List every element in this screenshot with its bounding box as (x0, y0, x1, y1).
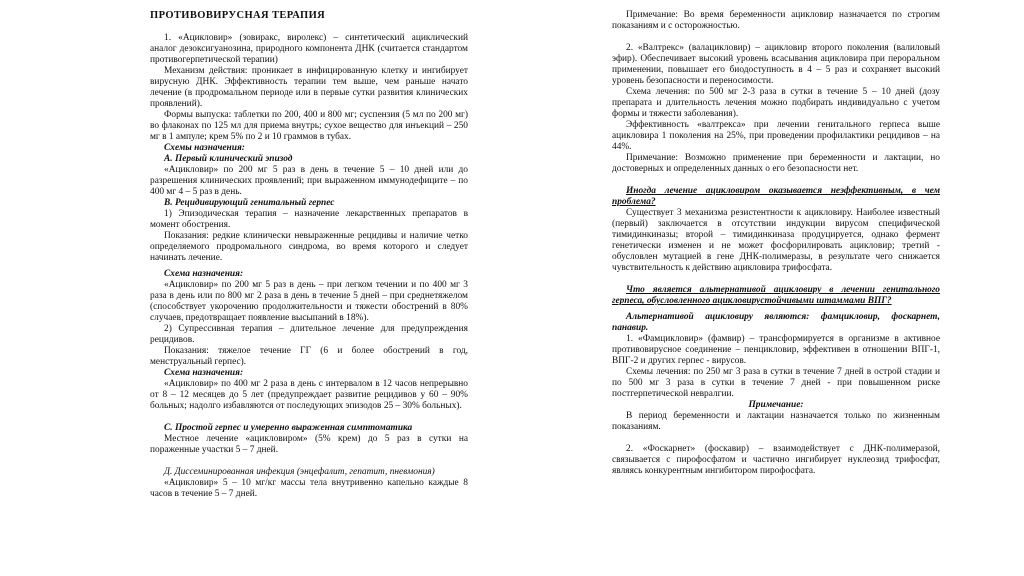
foscarnet-paragraph: 2. «Фоскарнет» (фоскавир) – взаимодействует с ДНК-полимеразой, связывается с пирофосфатом и частично ингибирует нуклеозид трифосфат, являясь конкурентным ингибитором пирофосфата. (612, 444, 940, 476)
episodic-indications-paragraph: Показания: редкие клинически невыраженные рецидивы и наличие четко определяемого продромального синдрома, во время которого и следует начинать лечение. (150, 231, 468, 263)
pregnancy-note: Примечание: Во время беременности ацикловир назначается по строгим показаниям и с осторожностью. (612, 10, 940, 31)
alternatives-list: Альтернативой ацикловиру являются: фамцикловир, фоскарнет, панавир. (612, 312, 940, 333)
spacer (612, 175, 940, 186)
dosing-schemes-heading: Схемы назначения: (164, 143, 245, 153)
spacer (150, 456, 468, 467)
mechanism-paragraph: Механизм действия: проникает в инфицированную клетку и ингибирует вирусную ДНК. Эффективность терапии тем выше, чем раньше начато лечение (в продромальном периоде или в первые сутки развития клинических проявлений). (150, 66, 468, 109)
valtrex-scheme-paragraph: Схема лечения: по 500 мг 2-3 раза в сутки в течение 5 – 10 дней (дозу препарата и длительность лечения можно подбирать индивидуально с учетом формы и тяжести заболевания). (612, 87, 940, 119)
famciclovir-paragraph: 1. «Фамцикловир» (фамвир) – трансформируется в организме в активное противовирусное соединение – пенцикловир, эффективен в отношении ВПГ-1, ВПГ-2 и других герпес - вирусов. (612, 334, 940, 366)
spacer (150, 412, 468, 423)
famciclovir-note-heading: Примечание: (748, 400, 804, 410)
resistance-paragraph: Существует 3 механизма резистентности к ацикловиру. Наиболее известный (первый) заключается в отсутствии индукции вирусом специфической тимидинкиназы; второй – тимидинкиназа продуцируется, однако фермент генетически изменен и не может фосфорилировать ацикловир; третий - обусловлен мутацией в гене ДНК-полимеразы, в результате чего снижается чувствительность к действию ацикловира трифосфата. (612, 208, 940, 273)
document-title: ПРОТИВОВИРУСНАЯ ТЕРАПИЯ (150, 10, 326, 21)
suppressive-scheme-heading: Схема назначения: (164, 368, 244, 378)
valtrex-paragraph: 2. «Валтрекс» (валацикловир) – ацикловир второго поколения (валиловый эфир). Обеспечивает высокий уровень всасывания ацикловира при пероральном применении, повышает его биодоступность в 4 – 5 раз и сохраняет высокий уровень безопасности и переносимости. (612, 43, 940, 86)
famciclovir-note-text: В период беременности и лактации назначается только по жизненным показаниям. (612, 411, 940, 432)
section-a-text: «Ацикловир» по 200 мг 5 раз в день в течение 5 – 10 дней или до разрешения клинических проявлений; при выраженном иммунодефиците – по 400 мг 4 – 5 раз в день. (150, 165, 468, 197)
acyclovir-intro: 1. «Ацикловир» (зовиракс, виролекс) – синтетический ациклический аналог дезоксигуанозина, природного компонента ДНК (считается стандартом противогерпетической терапии) (150, 33, 468, 65)
valtrex-note: Примечание: Возможно применение при беременности и лактации, но достоверных и определенных данных о его безопасности нет. (612, 153, 940, 174)
suppressive-therapy-paragraph: 2) Супрессивная терапия – длительное лечение для предупреждения рецидивов. (150, 324, 468, 345)
resistance-question: Иногда лечение ацикловиром оказывается неэффективным, в чем проблема? (612, 186, 940, 207)
spacer (612, 274, 940, 285)
episodic-scheme-heading: Схема назначения: (164, 269, 244, 279)
suppressive-scheme-text: «Ацикловир» по 400 мг 2 раза в день с интервалом в 12 часов непрерывно от 8 – 12 месяцев до 5 лет (предупреждает развитие рецидивов у 60 – 90% больных; надолго избавляются от последующих эпизодов 25 – 30% больных). (150, 379, 468, 411)
episodic-therapy-paragraph: 1) Эпизодическая терапия – назначение лекарственных препаратов в момент обострения. (150, 209, 468, 230)
right-column (612, 10, 940, 477)
spacer (612, 32, 940, 43)
section-d-heading: Д. Диссеминированная инфекция (энцефалит, гепатит, пневмония) (164, 467, 435, 477)
section-c-heading: С. Простой герпес и умеренно выраженная симптоматика (164, 423, 413, 433)
left-column (150, 10, 468, 500)
episodic-scheme-text: «Ацикловир» по 200 мг 5 раз в день – при легком течении и по 400 мг 3 раза в день или по 800 мг 2 раза в день в течение 5 дней – при среднетяжелом (способствует укорочению продолжительности и тяжести обострений в 80% случаев, предотвращает появление высыпаний в 18%). (150, 280, 468, 323)
section-b-heading: В. Рецидивирующий генитальный герпес (164, 198, 335, 208)
valtrex-efficacy-paragraph: Эффективность «валтрекса» при лечении генитального герпеса выше ацикловира 1 поколения на 25%, при проведении профилактики рецидивов – на 44%. (612, 120, 940, 152)
section-a-heading: А. Первый клинический эпизод (164, 154, 293, 164)
famciclovir-scheme-paragraph: Схемы лечения: по 250 мг 3 раза в сутки в течение 7 дней в острой стадии и по 500 мг 3 раза в сутки в течение 7 дней - при повышенном риске постгерпетической невралгии. (612, 367, 940, 399)
section-c-text: Местное лечение «ацикловиром» (5% крем) до 5 раз в сутки на пораженные участки 5 – 7 дней. (150, 434, 468, 455)
alternative-question: Что является альтернативой ацикловиру в лечении генитального герпеса, обусловленного ацикловирустойчивыми штаммами ВПГ? (612, 285, 940, 306)
release-forms-paragraph: Формы выпуска: таблетки по 200, 400 и 800 мг; суспензия (5 мл по 200 мг) во флаконах по 125 мл для приема внутрь; сухое вещество для инъекций – 250 мг в 1 ампуле; крем 5% по 2 и 10 граммов в тубах. (150, 110, 468, 142)
suppressive-indications-paragraph: Показания: тяжелое течение ГГ (6 и более обострений в год, менструальный герпес). (150, 346, 468, 367)
spacer (612, 433, 940, 444)
section-d-text: «Ацикловир» 5 – 10 мг/кг массы тела внутривенно капельно каждые 8 часов в течение 5 – 7 дней. (150, 478, 468, 499)
